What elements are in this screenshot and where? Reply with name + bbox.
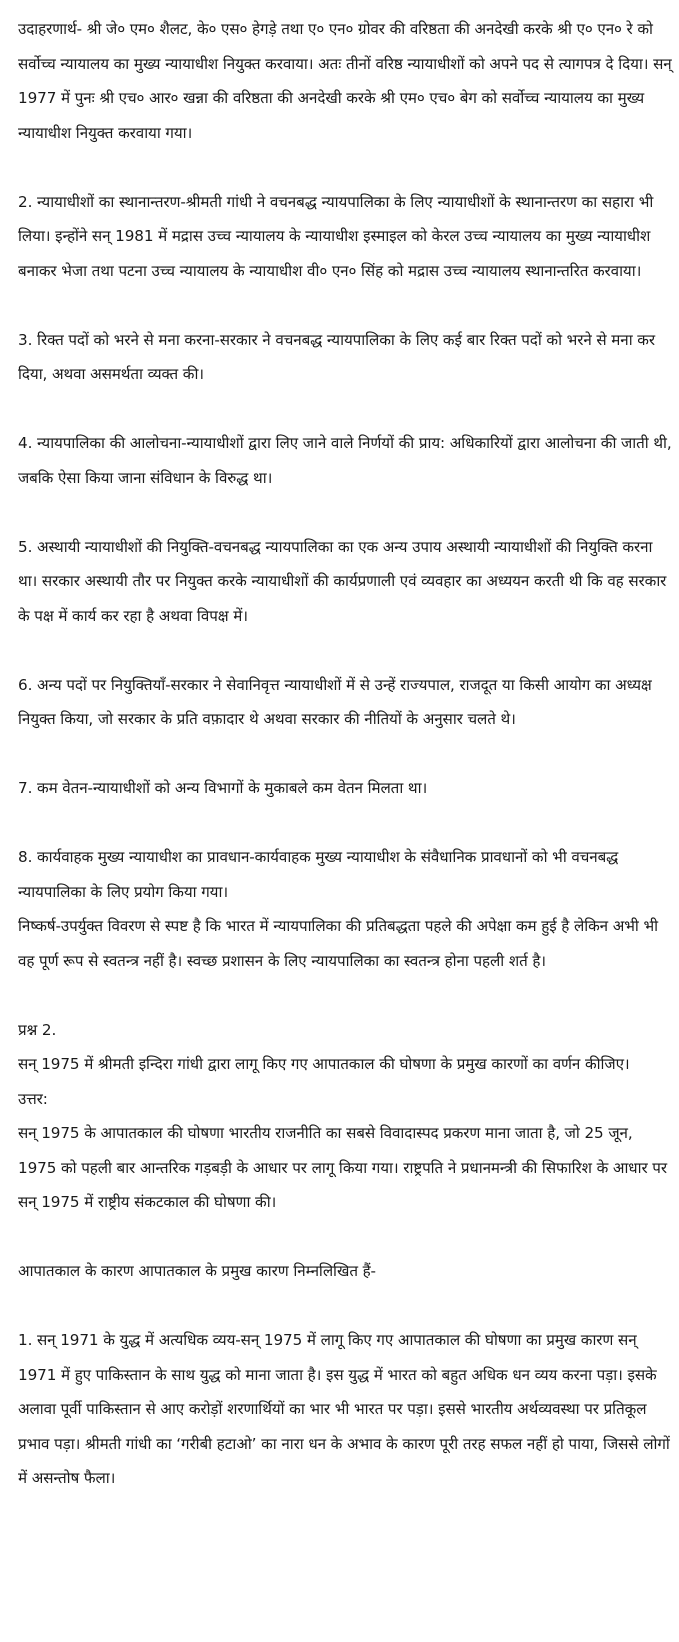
point-4-paragraph: 4. न्यायपालिका की आलोचना-न्यायाधीशों द्वारा लिए जाने वाले निर्णयों की प्राय: अधिकारियों द्वारा आलोचना की जाती थी, जबकि ऐसा किया जाना संविधान के विरुद्ध था।	[18, 434, 672, 487]
paragraph-gap	[18, 1289, 675, 1324]
paragraph-gap	[18, 978, 675, 1013]
paragraph-gap	[18, 495, 675, 530]
causes-heading: आपातकाल के कारण आपातकाल के प्रमुख कारण निम्नलिखित हैं-	[18, 1262, 376, 1280]
point-2-paragraph: 2. न्यायाधीशों का स्थानान्तरण-श्रीमती गांधी ने वचनबद्ध न्यायपालिका के लिए न्यायाधीशों के स्थानान्तरण का सहारा भी लिया। इन्होंने सन् 1981 में मद्रास उच्च न्यायालय के न्यायाधीश इस्माइल को केरल उच्च न्यायालय का मुख्य न्यायाधीश बनाकर भेजा तथा पटना उच्च न्यायालय के न्यायाधीश वी० एन० सिंह को मद्रास उच्च न्यायालय स्थानान्तरित करवाया।	[18, 192, 654, 280]
paragraph-gap	[18, 806, 675, 841]
point-6-paragraph: 6. अन्य पदों पर नियुक्तियाँ-सरकार ने सेवानिवृत्त न्यायाधीशों में से उन्हें राज्यपाल, राजदूत या किसी आयोग का अध्यक्ष नियुक्त किया, जो सरकार के प्रति वफ़ादार थे अथवा सरकार की नीतियों के अनुसार चलते थे।	[18, 675, 652, 728]
paragraph-gap	[18, 737, 675, 772]
point-3-paragraph: 3. रिक्त पदों को भरने से मना करना-सरकार ने वचनबद्ध न्यायपालिका के लिए कई बार रिक्त पदों को भरने से मना कर दिया, अथवा असमर्थता व्यक्त की।	[18, 330, 655, 383]
intro-paragraph: उदाहरणार्थ- श्री जे० एम० शैलट, के० एस० हेगड़े तथा ए० एन० ग्रोवर की वरिष्ठता की अनदेखी करके श्री ए० एन० रे को सर्वोच्च न्यायालय का मुख्य न्यायाधीश नियुक्त करवाया। अतः तीनों वरिष्ठ न्यायाधीशों को अपने पद से त्यागपत्र दे दिया। सन् 1977 में पुनः श्री एच० आर० खन्ना की वरिष्ठता की अनदेखी करके श्री एम० एच० बेग को सर्वोच्च न्यायालय का मुख्य न्यायाधीश नियुक्त करवाया गया।	[18, 20, 672, 142]
paragraph-gap	[18, 633, 675, 668]
paragraph-gap	[18, 1220, 675, 1255]
question-label: प्रश्न 2.	[18, 1020, 57, 1039]
paragraph-gap	[18, 392, 675, 427]
question-text: सन् 1975 में श्रीमती इन्दिरा गांधी द्वारा लागू किए गए आपातकाल की घोषणा के प्रमुख कारणों का वर्णन कीजिए।	[18, 1055, 630, 1073]
answer-label: उत्तर:	[18, 1089, 48, 1108]
paragraph-gap	[18, 150, 675, 185]
point-7-paragraph: 7. कम वेतन-न्यायाधीशों को अन्य विभागों के मुकाबले कम वेतन मिलता था।	[18, 779, 428, 797]
point-8-paragraph: 8. कार्यवाहक मुख्य न्यायाधीश का प्रावधान-कार्यवाहक मुख्य न्यायाधीश के संवैधानिक प्रावधानों को भी वचनबद्ध न्यायपालिका के लिए प्रयोग किया गया।	[18, 848, 619, 901]
paragraph-gap	[18, 288, 675, 323]
answer-intro-paragraph: सन् 1975 के आपातकाल की घोषणा भारतीय राजनीति का सबसे विवादास्पद प्रकरण माना जाता है, जो 25 जून, 1975 को पहली बार आन्तरिक गड़बड़ी के आधार पर लागू किया गया। राष्ट्रपति ने प्रधानमन्त्री की सिफारिश के आधार पर सन् 1975 में राष्ट्रीय संकटकाल की घोषणा की।	[18, 1124, 667, 1211]
point-5-paragraph: 5. अस्थायी न्यायाधीशों की नियुक्ति-वचनबद्ध न्यायपालिका का एक अन्य उपाय अस्थायी न्यायाधीशों की नियुक्ति करना था। सरकार अस्थायी तौर पर नियुक्त करके न्यायाधीशों की कार्यप्रणाली एवं व्यवहार का अध्ययन करती थी कि वह सरकार के पक्ष में कार्य कर रहा है अथवा विपक्ष में।	[18, 537, 667, 625]
conclusion-paragraph: निष्कर्ष-उपर्युक्त विवरण से स्पष्ट है कि भारत में न्यायपालिका की प्रतिबद्धता पहले की अपेक्षा कम हुई है लेकिन अभी भी वह पूर्ण रूप से स्वतन्त्र नहीं है। स्वच्छ प्रशासन के लिए न्यायपालिका का स्वतन्त्र होना पहली शर्त है।	[18, 917, 658, 970]
cause-1-paragraph: 1. सन् 1971 के युद्ध में अत्यधिक व्यय-सन् 1975 में लागू किए गए आपातकाल की घोषणा का प्रमुख कारण सन् 1971 में हुए पाकिस्तान के साथ युद्ध को माना जाता है। इस युद्ध में भारत को बहुत अधिक धन व्यय करना पड़ा। इसके अलावा पूर्वी पाकिस्तान से आए करोड़ों शरणार्थियों का भार भी भारत पर पड़ा। इससे भारतीय अर्थव्यवस्था पर प्रतिकूल प्रभाव पड़ा। श्रीमती गांधी का ‘गरीबी हटाओ’ का नारा धन के अभाव के कारण पूरी तरह सफल नहीं हो पाया, जिससे लोगों में असन्तोष फैला।	[18, 1331, 670, 1487]
